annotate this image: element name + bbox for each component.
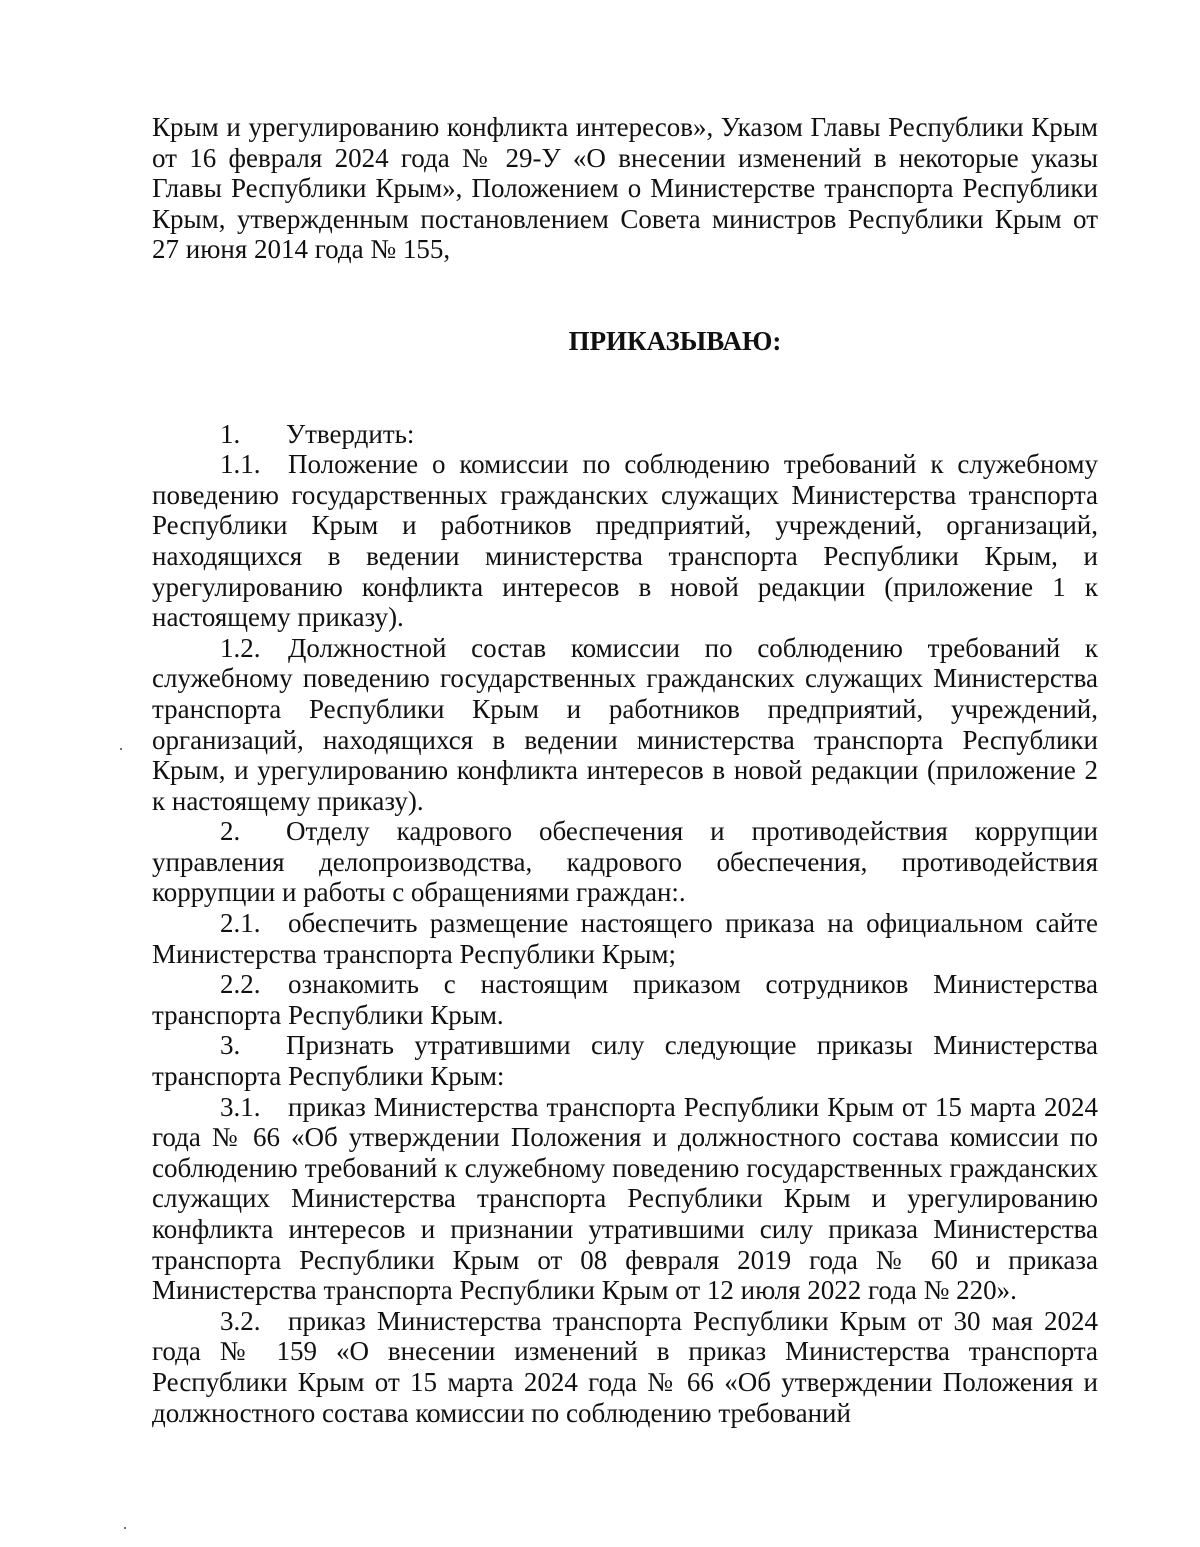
item-number: 1.1. xyxy=(220,449,261,480)
item-text: обеспечить размещение настоящего приказа на официальном сайте Министерства транспорта Республики Крым; xyxy=(152,908,1098,969)
item-1-1 xyxy=(152,449,1098,633)
item-3 xyxy=(152,1030,1098,1091)
spacer xyxy=(152,265,1098,326)
item-number: 3. xyxy=(220,1030,241,1061)
item-text: приказ Министерства транспорта Республики Крым от 30 мая 2024 года № 159 «О внесении изменений в приказ Министерства транспорта Республики Крым от 15 марта 2024 года № 66 «Об утверждении Положения и должностного состава комиссии по соблюдению требований xyxy=(152,1305,1098,1428)
document-page xyxy=(152,112,1098,1428)
item-text: приказ Министерства транспорта Республики Крым от 15 марта 2024 года № 66 «Об утверждении Положения и должностного состава комиссии по соблюдению требований к служебному поведению государственных гражданских служащих Министерства транспорта Республики Крым и урегулированию конфликта интересов и признании утратившими силу приказа Министерства транспорта Республики Крым от 08 февраля 2019 года № 60 и приказа Министерства транспорта Республики Крым от 12 июля 2022 года № 220». xyxy=(152,1091,1098,1306)
item-2-1 xyxy=(152,908,1098,969)
item-number: 2.2. xyxy=(220,969,261,1000)
item-1-2 xyxy=(152,633,1098,817)
item-number: 3.1. xyxy=(220,1091,261,1122)
item-number: 1. xyxy=(220,418,241,449)
intro-paragraph: Крым и урегулированию конфликта интересов», Указом Главы Республики Крым от 16 февраля 2024 года № 29-У «О внесении изменений в некоторые указы Главы Республики Крым», Положением о Министерстве транспорта Республики Крым, утвержденным постановлением Совета министров Республики Крым от 27 июня 2014 года № 155, xyxy=(152,112,1098,265)
spacer xyxy=(152,357,1098,419)
item-3-2 xyxy=(152,1306,1098,1428)
item-2-2 xyxy=(152,969,1098,1030)
item-number: 3.2. xyxy=(220,1305,261,1336)
item-number: 2.1. xyxy=(220,908,261,939)
item-text: Признать утратившими силу следующие приказы Министерства транспорта Республики Крым: xyxy=(152,1030,1098,1092)
item-text: Должностной состав комиссии по соблюдению требований к служебному поведению государственных гражданских служащих Министерства транспорта Республики Крым и работников предприятий, учреждений, организаций, находящихся в ведении министерства транспорта Республики Крым, и урегулированию конфликта интересов в новой редакции (приложение 2 к настоящему приказу). xyxy=(152,632,1098,816)
scan-speck xyxy=(124,1527,126,1529)
item-text: Утвердить: xyxy=(286,418,415,449)
item-number: 2. xyxy=(220,816,241,847)
item-3-1 xyxy=(152,1092,1098,1306)
item-text: Отделу кадрового обеспечения и противодействия коррупции управления делопроизводства, кадрового обеспечения, противодействия коррупции и работы с обращениями граждан:. xyxy=(152,816,1098,908)
scan-speck xyxy=(120,748,122,750)
item-1 xyxy=(152,419,1098,450)
item-text: Положение о комиссии по соблюдению требований к служебному поведению государственных гражданских служащих Министерства транспорта Республики Крым и работников предприятий, учреждений, организаций, находящихся в ведении министерства транспорта Республики Крым, и урегулированию конфликта интересов в новой редакции (приложение 1 к настоящему приказу). xyxy=(152,449,1098,633)
item-text: ознакомить с настоящим приказом сотрудников Министерства транспорта Республики Крым. xyxy=(152,969,1098,1030)
item-number: 1.2. xyxy=(220,632,261,663)
item-2 xyxy=(152,816,1098,908)
order-title: ПРИКАЗЫВАЮ: xyxy=(568,325,782,356)
